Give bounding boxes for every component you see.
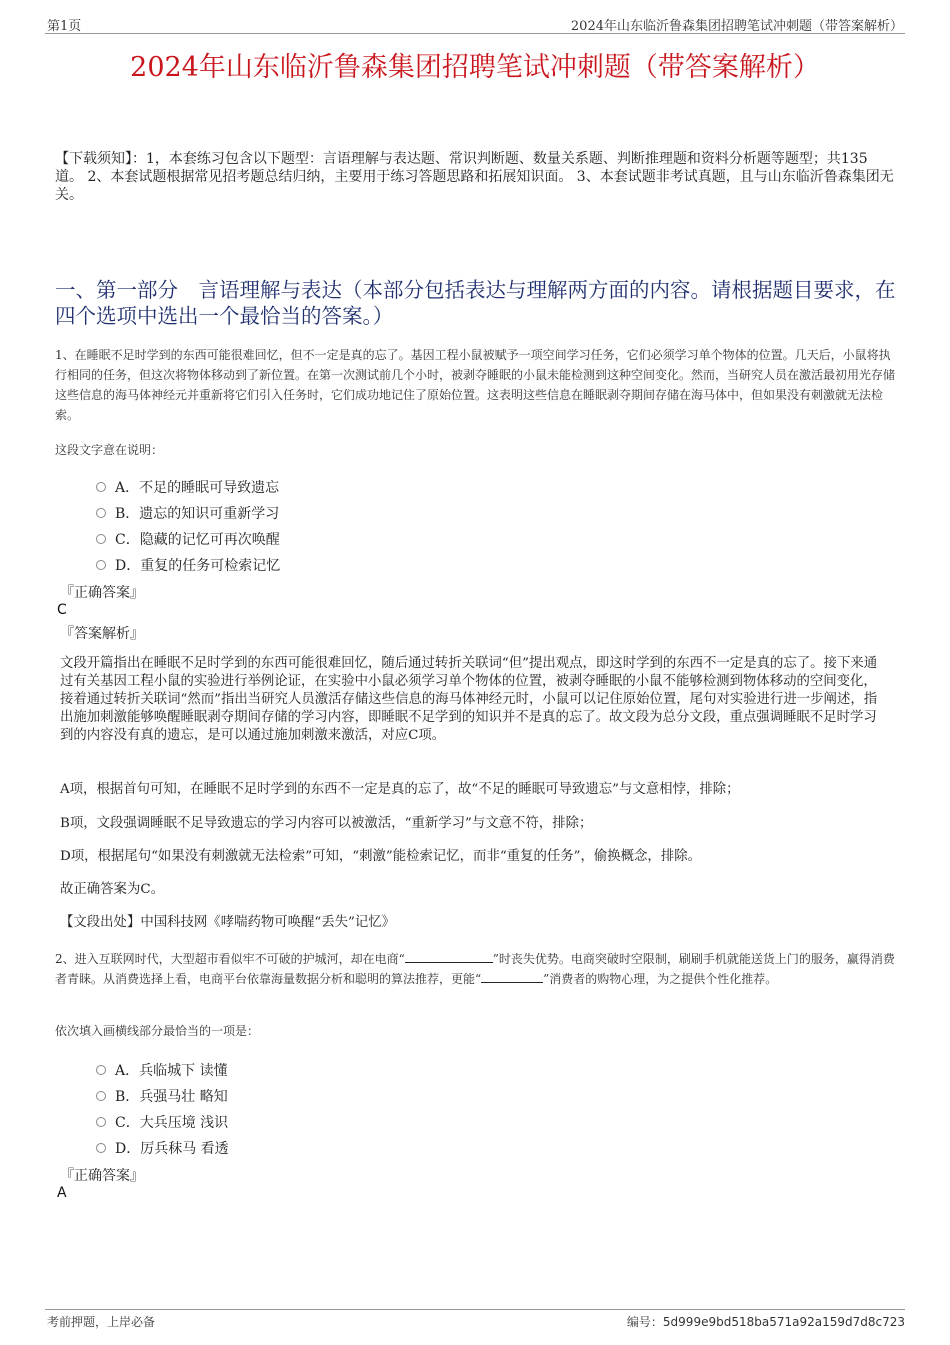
footer-code-label: 编号： bbox=[626, 1315, 663, 1329]
option-letter: B． bbox=[115, 506, 140, 522]
option-letter: C． bbox=[115, 532, 140, 548]
option-text: 重复的任务可检索记忆 bbox=[140, 558, 281, 574]
question-1-prompt: 这段文字意在说明： bbox=[55, 443, 164, 457]
option-letter: B． bbox=[115, 1089, 140, 1105]
q1-analysis-option-b: B项，文段强调睡眠不足导致遗忘的学习内容可以被激活，“重新学习”与文意不符，排除； bbox=[60, 816, 593, 831]
option-text: 遗忘的知识可重新学习 bbox=[139, 506, 280, 522]
page-number: 第1页 bbox=[47, 19, 82, 34]
option-letter: C． bbox=[115, 1115, 140, 1131]
radio-icon[interactable] bbox=[96, 1091, 106, 1101]
option-text: 隐藏的记忆可再次唤醒 bbox=[139, 532, 280, 548]
q1-analysis-label: 『答案解析』 bbox=[60, 626, 144, 642]
q2-option-a[interactable] bbox=[96, 1060, 228, 1080]
radio-icon[interactable] bbox=[96, 1143, 106, 1153]
q2-option-c[interactable] bbox=[96, 1112, 228, 1132]
radio-icon[interactable] bbox=[96, 560, 106, 570]
stem-part-3: ”消费者的购物心理，为之提供个性化推荐。 bbox=[543, 972, 778, 986]
q2-answer-label: 『正确答案』 bbox=[60, 1168, 144, 1184]
footer-code bbox=[627, 1313, 905, 1330]
q1-source: 【文段出处】中国科技网《哮喘药物可唤醒“丢失”记忆》 bbox=[60, 915, 396, 930]
section-heading: 一、第一部分 言语理解与表达（本部分包括表达与理解两方面的内容。请根据题目要求，在四个选项中选出一个最恰当的答案。） bbox=[55, 278, 896, 328]
option-letter: D． bbox=[115, 1141, 141, 1157]
q1-analysis-option-a: A项，根据首句可知，在睡眠不足时学到的东西不一定是真的忘了，故“不足的睡眠可导致遗忘”与文意相悖，排除； bbox=[60, 782, 740, 797]
footer-divider bbox=[45, 1309, 905, 1310]
footer-code-value: 5d999e9bd518ba571a92a159d7d8c723 bbox=[662, 1315, 905, 1329]
download-notice: 【下载须知】：1，本套练习包含以下题型：言语理解与表达题、常识判断题、数量关系题、判断推理题和资料分析题等题型；共135道。 2、本套试题根据常见招考题总结归纳，主要用于练习答题思路和拓展知识面。 3、本套试题非考试真题，且与山东临沂鲁森集团无关。 bbox=[55, 151, 894, 203]
radio-icon[interactable] bbox=[96, 534, 106, 544]
option-letter: A． bbox=[115, 480, 140, 496]
q2-option-d[interactable] bbox=[96, 1138, 229, 1158]
q2-option-b[interactable] bbox=[96, 1086, 228, 1106]
fill-blank-2 bbox=[481, 969, 543, 983]
radio-icon[interactable] bbox=[96, 1065, 106, 1075]
question-1-stem: 1、在睡眠不足时学到的东西可能很难回忆，但不一定是真的忘了。基因工程小鼠被赋予一项空间学习任务，它们必须学习单个物体的位置。几天后，小鼠将执行相同的任务，但这次将物体移动到了新位置。在第一次测试前几个小时，被剥夺睡眠的小鼠未能检测到这种空间变化。然而，当研究人员在激活最初用光存储这些信息的海马体神经元并重新将它们引入任务时，它们成功地记住了原始位置。这表明这些信息在睡眠剥夺期间存储在海马体中，但如果没有刺激就无法检索。 bbox=[55, 348, 896, 422]
q1-option-a[interactable] bbox=[96, 477, 279, 497]
footer-slogan: 考前押题，上岸必备 bbox=[47, 1315, 156, 1329]
q1-analysis-paragraph: 文段开篇指出在睡眠不足时学到的东西可能很难回忆，随后通过转折关联词“但”提出观点，即这时学到的东西不一定是真的忘了。接下来通过有关基因工程小鼠的实验进行举例论证，在实验中小鼠必须学习单个物体的位置，被剥夺睡眠的小鼠不能够检测到物体移动的空间变化，接着通过转折关联词“然而”指出当研究人员激活存储这些信息的海马体神经元时，小鼠可以记住原始位置，尾句对实验进行进一步阐述，指出施加刺激能够唤醒睡眠剥夺期间存储的学习内容，即睡眠不足学到的知识并不是真的忘了。故文段为总分文段，重点强调睡眠不足时学习到的内容没有真的遗忘，是可以通过施加刺激来激活，对应C项。 bbox=[60, 656, 878, 743]
q1-option-c[interactable] bbox=[96, 529, 280, 549]
radio-icon[interactable] bbox=[96, 482, 106, 492]
radio-icon[interactable] bbox=[96, 508, 106, 518]
option-text: 大兵压境 浅识 bbox=[139, 1115, 229, 1131]
q1-answer-label: 『正确答案』 bbox=[60, 585, 144, 601]
q2-answer: A bbox=[57, 1185, 67, 1201]
q1-option-b[interactable] bbox=[96, 503, 279, 523]
option-text: 厉兵秣马 看透 bbox=[140, 1141, 229, 1157]
stem-part-1: 2、进入互联网时代，大型超市看似牢不可破的护城河，却在电商“ bbox=[55, 952, 405, 966]
radio-icon[interactable] bbox=[96, 1117, 106, 1127]
header-divider bbox=[45, 33, 905, 34]
question-2-stem bbox=[55, 949, 895, 989]
page-title: 2024年山东临沂鲁森集团招聘笔试冲刺题（带答案解析） bbox=[130, 52, 820, 83]
q1-option-d[interactable] bbox=[96, 555, 280, 575]
q1-answer: C bbox=[57, 602, 67, 618]
q1-analysis-conclusion: 故正确答案为C。 bbox=[60, 882, 164, 897]
option-text: 兵临城下 读懂 bbox=[139, 1063, 228, 1079]
question-2-prompt: 依次填入画横线部分最恰当的一项是： bbox=[55, 1024, 260, 1038]
stem-part-2: ”时丧失优势。电商突破时空限制，刷刷手机就能送货上门的服务，赢得消费者青睐。从消费选择上看，电商平台依靠海量数据分析和聪明的算法推荐，更能“ bbox=[55, 952, 895, 986]
option-letter: D． bbox=[115, 558, 141, 574]
option-text: 兵强马壮 略知 bbox=[139, 1089, 228, 1105]
option-text: 不足的睡眠可导致遗忘 bbox=[139, 480, 280, 496]
option-letter: A． bbox=[115, 1063, 140, 1079]
q1-analysis-option-d: D项，根据尾句“如果没有刺激就无法检索”可知，“刺激”能检索记忆，而非“重复的任务”，偷换概念，排除。 bbox=[60, 849, 701, 864]
fill-blank-1 bbox=[405, 949, 493, 963]
running-header-title: 2024年山东临沂鲁森集团招聘笔试冲刺题（带答案解析） bbox=[570, 19, 903, 34]
